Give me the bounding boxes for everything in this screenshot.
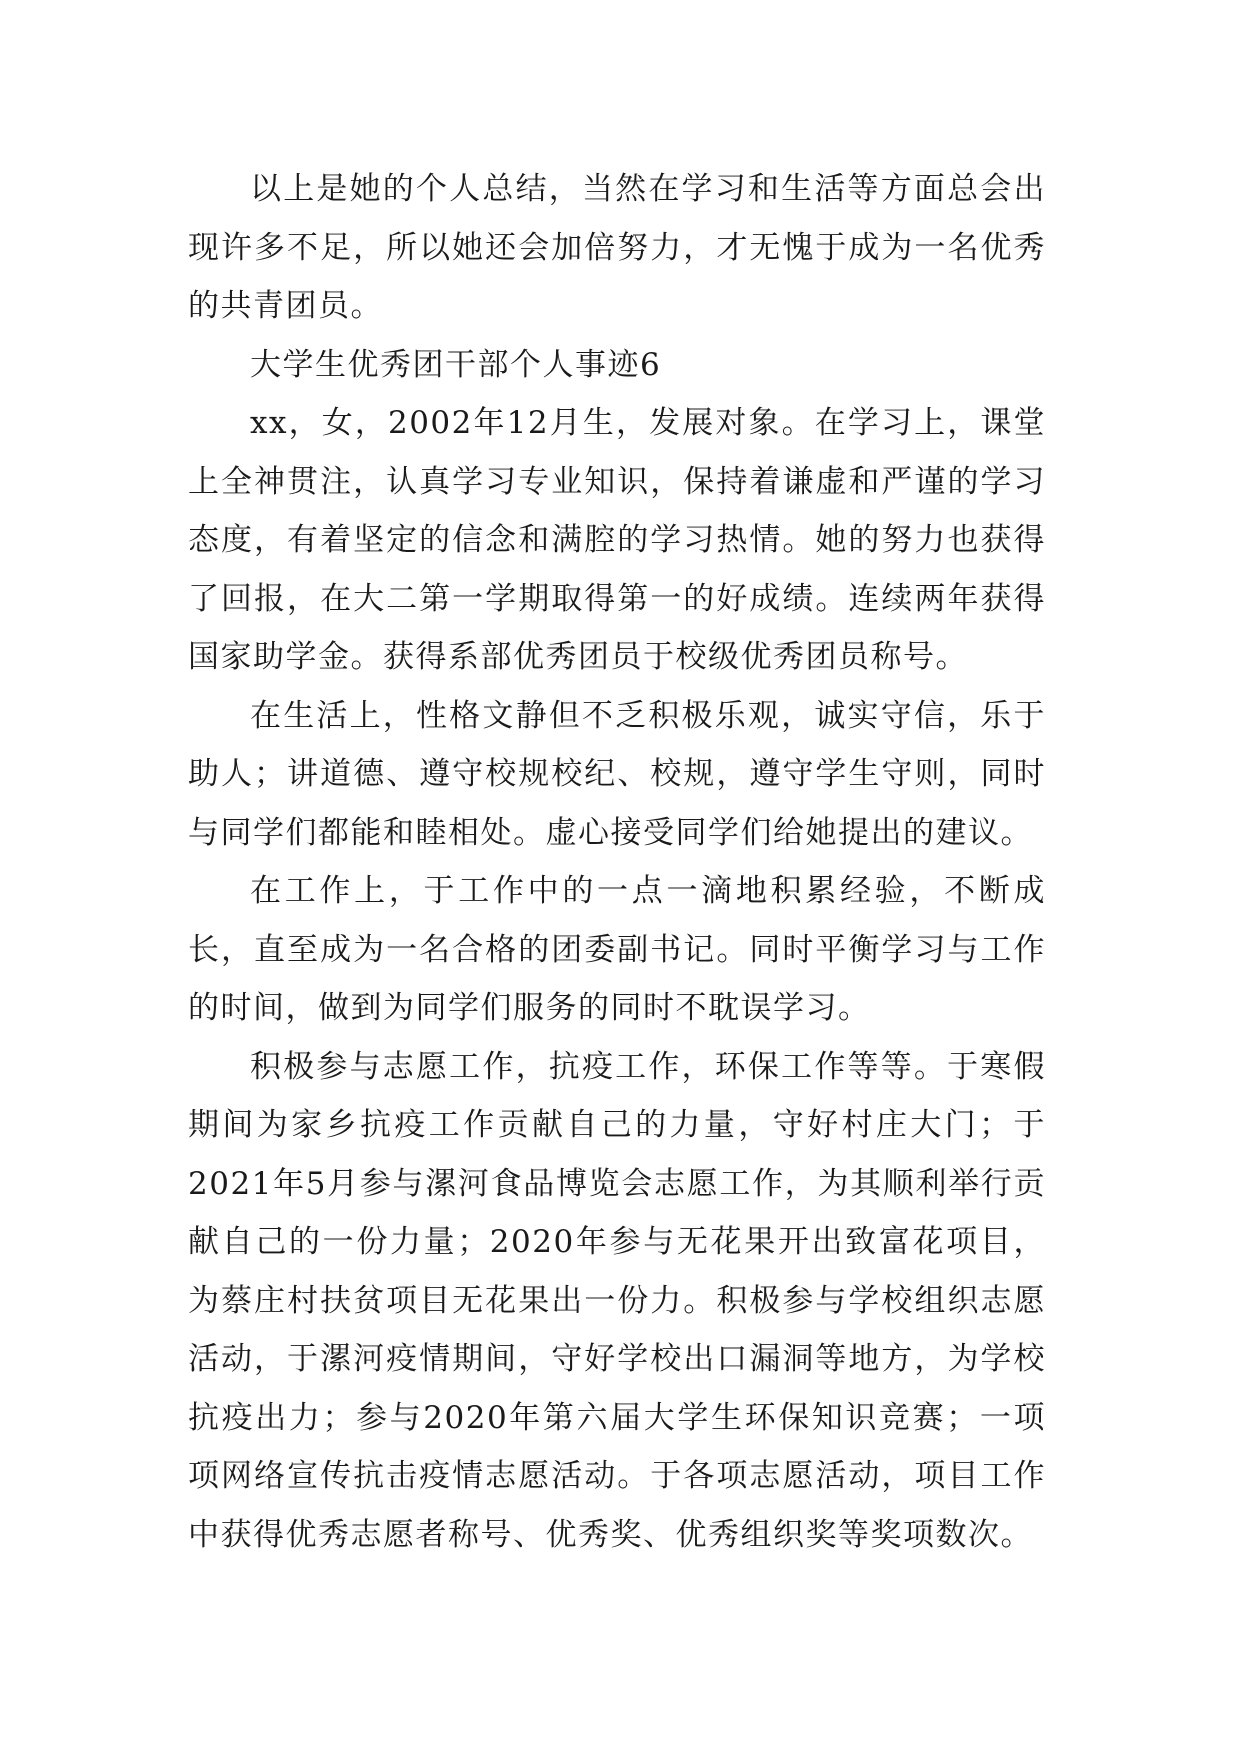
paragraph-volunteer: 积极参与志愿工作，抗疫工作，环保工作等等。于寒假期间为家乡抗疫工作贡献自己的力量，守好村庄大门；于2021年5月参与漯河食品博览会志愿工作，为其顺利举行贡献自己的一份力量；2020年参与无花果开出致富花项目，为蔡庄村扶贫项目无花果出一份力。积极参与学校组织志愿活动，于漯河疫情期间，守好学校出口漏洞等地方，为学校抗疫出力；参与2020年第六届大学生环保知识竞赛；一项项网络宣传抗击疫情志愿活动。于各项志愿活动，项目工作中获得优秀志愿者称号、优秀奖、优秀组织奖等奖项数次。 <box>188 1048 1046 1553</box>
paragraph-work: 在工作上，于工作中的一点一滴地积累经验，不断成长，直至成为一名合格的团委副书记。同时平衡学习与工作的时间，做到为同学们服务的同时不耽误学习。 <box>188 873 1046 1026</box>
section-heading: 大学生优秀团干部个人事迹6 <box>250 346 662 383</box>
paragraph-study: xx，女，2002年12月生，发展对象。在学习上，课堂上全神贯注，认真学习专业知识，保持着谦虚和严谨的学习态度，有着坚定的信念和满腔的学习热情。她的努力也获得了回报，在大二第一学期取得第一的好成绩。连续两年获得国家助学金。获得系部优秀团员于校级优秀团员称号。 <box>188 405 1046 675</box>
paragraph-summary: 以上是她的个人总结，当然在学习和生活等方面总会出现许多不足，所以她还会加倍努力，才无愧于成为一名优秀的共青团员。 <box>188 171 1046 324</box>
paragraph-life: 在生活上，性格文静但不乏积极乐观，诚实守信，乐于助人；讲道德、遵守校规校纪、校规，遵守学生守则，同时与同学们都能和睦相处。虚心接受同学们给她提出的建议。 <box>188 697 1046 851</box>
document-body <box>188 160 1046 1564</box>
